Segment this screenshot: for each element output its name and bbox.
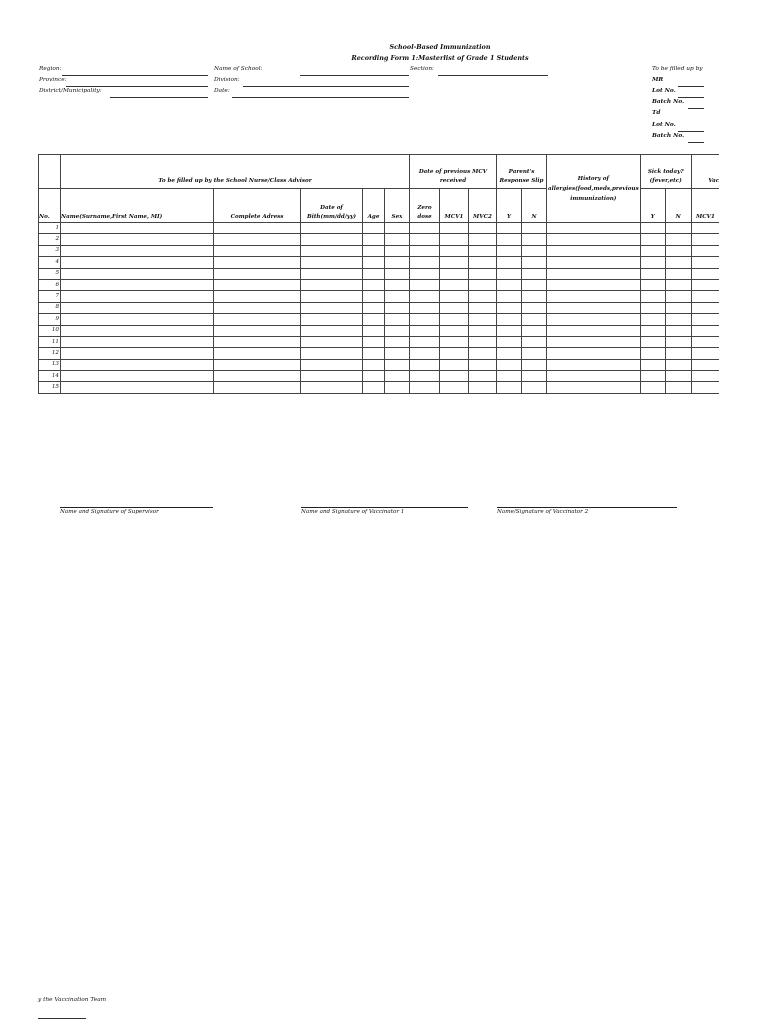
row-number: 10	[39, 325, 61, 336]
table-row	[39, 325, 720, 336]
table-row	[39, 291, 720, 302]
table-cell[interactable]	[385, 336, 410, 347]
table-cell[interactable]	[665, 325, 691, 336]
td-lot-label: Lot No.	[652, 122, 676, 128]
school-field[interactable]	[300, 75, 409, 76]
table-cell[interactable]	[469, 291, 497, 302]
table-cell[interactable]	[214, 348, 301, 359]
table-cell[interactable]	[440, 268, 469, 279]
table-cell[interactable]	[469, 302, 497, 313]
table-row	[39, 359, 720, 370]
table-cell[interactable]	[522, 325, 547, 336]
col-sick-y-header: Y	[640, 189, 665, 223]
table-cell[interactable]	[665, 382, 691, 393]
table-cell[interactable]	[640, 314, 665, 325]
table-cell[interactable]	[61, 223, 214, 234]
table-cell[interactable]	[410, 359, 440, 370]
table-cell[interactable]	[363, 302, 385, 313]
table-cell[interactable]	[469, 223, 497, 234]
form-title-line1: School-Based Immunization	[389, 43, 491, 51]
mr-lot-label: Lot No.	[652, 88, 676, 94]
table-cell[interactable]	[301, 234, 363, 245]
row-number: 4	[39, 257, 61, 268]
table-cell[interactable]	[640, 359, 665, 370]
table-cell[interactable]	[522, 245, 547, 256]
table-cell[interactable]	[440, 234, 469, 245]
table-cell[interactable]	[469, 348, 497, 359]
table-cell[interactable]	[440, 279, 469, 290]
supervisor-signature-line[interactable]	[60, 507, 213, 508]
table-cell[interactable]	[363, 359, 385, 370]
table-cell[interactable]	[214, 279, 301, 290]
table-cell[interactable]	[497, 314, 522, 325]
table-cell[interactable]	[547, 257, 641, 268]
table-cell[interactable]	[214, 234, 301, 245]
table-cell[interactable]	[665, 359, 691, 370]
table-cell[interactable]	[691, 291, 719, 302]
table-cell[interactable]	[691, 245, 719, 256]
table-cell[interactable]	[301, 371, 363, 382]
table-cell[interactable]	[665, 234, 691, 245]
table-row	[39, 348, 720, 359]
division-label: Division:	[214, 77, 240, 83]
table-cell[interactable]	[61, 314, 214, 325]
table-cell[interactable]	[469, 359, 497, 370]
table-cell[interactable]	[691, 382, 719, 393]
section-label: Section:	[410, 66, 435, 72]
table-row	[39, 279, 720, 290]
table-cell[interactable]	[385, 382, 410, 393]
table-cell[interactable]	[522, 359, 547, 370]
col-mcv2-header: MVC2	[469, 189, 497, 223]
masterlist-table	[38, 154, 719, 394]
table-cell[interactable]	[547, 268, 641, 279]
table-cell[interactable]	[665, 336, 691, 347]
col-no-header: No.	[39, 189, 61, 223]
table-cell[interactable]	[691, 268, 719, 279]
footer-line	[38, 1018, 86, 1019]
table-row	[39, 371, 720, 382]
table-cell[interactable]	[301, 302, 363, 313]
col-parent-n-header: N	[522, 189, 547, 223]
province-label: Province:	[39, 77, 67, 83]
col-zero-header: Zero dose	[410, 189, 440, 223]
table-cell[interactable]	[363, 245, 385, 256]
table-cell[interactable]	[691, 234, 719, 245]
table-cell[interactable]	[547, 325, 641, 336]
table-cell[interactable]	[522, 268, 547, 279]
region-field[interactable]	[62, 75, 208, 76]
table-cell[interactable]	[214, 325, 301, 336]
table-cell[interactable]	[665, 371, 691, 382]
table-cell[interactable]	[469, 257, 497, 268]
region-label: Region:	[39, 66, 62, 72]
table-cell[interactable]	[440, 314, 469, 325]
table-cell[interactable]	[497, 268, 522, 279]
table-cell[interactable]	[522, 279, 547, 290]
table-cell[interactable]	[214, 371, 301, 382]
table-cell[interactable]	[640, 291, 665, 302]
table-cell[interactable]	[363, 348, 385, 359]
table-cell[interactable]	[410, 325, 440, 336]
table-cell[interactable]	[640, 371, 665, 382]
table-cell[interactable]	[497, 234, 522, 245]
table-cell[interactable]	[522, 302, 547, 313]
table-cell[interactable]	[61, 268, 214, 279]
table-cell[interactable]	[665, 348, 691, 359]
table-cell[interactable]	[214, 314, 301, 325]
col-vacc-mcv1-header: MCV1	[691, 189, 719, 223]
table-cell[interactable]	[410, 348, 440, 359]
table-cell[interactable]	[547, 348, 641, 359]
table-cell[interactable]	[522, 314, 547, 325]
table-cell[interactable]	[385, 268, 410, 279]
division-field[interactable]	[243, 86, 409, 87]
table-cell[interactable]	[691, 325, 719, 336]
table-cell[interactable]	[547, 359, 641, 370]
table-cell[interactable]	[469, 279, 497, 290]
table-cell[interactable]	[440, 325, 469, 336]
table-cell[interactable]	[385, 359, 410, 370]
table-cell[interactable]	[363, 257, 385, 268]
table-cell[interactable]	[469, 245, 497, 256]
table-cell[interactable]	[640, 268, 665, 279]
table-cell[interactable]	[214, 291, 301, 302]
table-cell[interactable]	[665, 257, 691, 268]
table-cell[interactable]	[363, 336, 385, 347]
row-number: 6	[39, 279, 61, 290]
mr-label: MR	[652, 77, 664, 83]
table-cell[interactable]	[385, 223, 410, 234]
table-cell[interactable]	[385, 371, 410, 382]
table-cell[interactable]	[469, 268, 497, 279]
mr-field[interactable]	[678, 86, 704, 87]
col-age-header: Age	[363, 189, 385, 223]
table-cell[interactable]	[547, 336, 641, 347]
table-cell[interactable]	[640, 245, 665, 256]
table-cell[interactable]	[497, 257, 522, 268]
table-cell[interactable]	[691, 371, 719, 382]
table-cell[interactable]	[214, 382, 301, 393]
table-row	[39, 234, 720, 245]
table-cell[interactable]	[497, 291, 522, 302]
table-cell[interactable]	[469, 325, 497, 336]
td-batch-field[interactable]	[688, 142, 704, 143]
table-cell[interactable]	[547, 382, 641, 393]
table-row	[39, 382, 720, 393]
table-cell[interactable]	[214, 268, 301, 279]
table-cell[interactable]	[497, 279, 522, 290]
table-cell[interactable]	[214, 336, 301, 347]
table-cell[interactable]	[547, 223, 641, 234]
table-cell[interactable]	[469, 371, 497, 382]
table-cell[interactable]	[301, 291, 363, 302]
table-cell[interactable]	[61, 325, 214, 336]
table-cell[interactable]	[61, 257, 214, 268]
table-cell[interactable]	[522, 257, 547, 268]
table-row	[39, 314, 720, 325]
table-cell[interactable]	[547, 371, 641, 382]
table-cell[interactable]	[665, 302, 691, 313]
table-cell[interactable]	[522, 382, 547, 393]
table-cell[interactable]	[363, 382, 385, 393]
table-cell[interactable]	[410, 234, 440, 245]
table-cell[interactable]	[665, 279, 691, 290]
table-cell[interactable]	[640, 325, 665, 336]
td-lot-field[interactable]	[678, 131, 704, 132]
date-label: Date:	[214, 88, 230, 94]
table-cell[interactable]	[363, 314, 385, 325]
col-sick-n-header: N	[665, 189, 691, 223]
table-cell[interactable]	[385, 325, 410, 336]
td-batch-label: Batch No.	[652, 133, 685, 139]
table-cell[interactable]	[640, 234, 665, 245]
table-cell[interactable]	[61, 382, 214, 393]
section-field[interactable]	[438, 75, 548, 76]
table-cell[interactable]	[547, 314, 641, 325]
table-cell[interactable]	[497, 348, 522, 359]
table-row	[39, 245, 720, 256]
table-cell[interactable]	[363, 325, 385, 336]
table-cell[interactable]	[214, 245, 301, 256]
table-cell[interactable]	[440, 257, 469, 268]
table-cell[interactable]	[301, 245, 363, 256]
row-number: 1	[39, 223, 61, 234]
table-cell[interactable]	[61, 245, 214, 256]
table-cell[interactable]	[691, 223, 719, 234]
table-cell[interactable]	[469, 314, 497, 325]
vaccinator1-signature-line[interactable]	[301, 507, 468, 508]
vaccinator2-signature-label: Name/Signature of Vaccinator 2	[497, 509, 589, 515]
row-number: 13	[39, 359, 61, 370]
table-cell[interactable]	[385, 314, 410, 325]
table-cell[interactable]	[691, 302, 719, 313]
table-cell[interactable]	[410, 257, 440, 268]
table-cell[interactable]	[547, 245, 641, 256]
table-cell[interactable]	[691, 359, 719, 370]
table-cell[interactable]	[363, 234, 385, 245]
table-cell[interactable]	[214, 223, 301, 234]
table-cell[interactable]	[61, 234, 214, 245]
row-number: 5	[39, 268, 61, 279]
row-number: 2	[39, 234, 61, 245]
table-cell[interactable]	[61, 291, 214, 302]
table-cell[interactable]	[410, 336, 440, 347]
table-cell[interactable]	[363, 223, 385, 234]
table-cell[interactable]	[522, 348, 547, 359]
table-row	[39, 268, 720, 279]
col-parent-y-header: Y	[497, 189, 522, 223]
table-cell[interactable]	[301, 325, 363, 336]
table-cell[interactable]	[363, 268, 385, 279]
col-sex-header: Sex	[385, 189, 410, 223]
table-cell[interactable]	[301, 382, 363, 393]
table-cell[interactable]	[363, 371, 385, 382]
table-cell[interactable]	[497, 245, 522, 256]
table-cell[interactable]	[440, 371, 469, 382]
table-cell[interactable]	[61, 359, 214, 370]
table-cell[interactable]	[469, 382, 497, 393]
table-cell[interactable]	[665, 223, 691, 234]
table-cell[interactable]	[665, 291, 691, 302]
table-cell[interactable]	[410, 302, 440, 313]
table-cell[interactable]	[385, 348, 410, 359]
td-label: Td	[652, 110, 661, 116]
col-address-header: Complete Adress	[214, 189, 301, 223]
history-header: History of allergies(food,meds,previous immunization)	[547, 155, 641, 223]
row-number: 15	[39, 382, 61, 393]
table-cell[interactable]	[410, 223, 440, 234]
table-cell[interactable]	[61, 336, 214, 347]
table-cell[interactable]	[61, 348, 214, 359]
table-cell[interactable]	[410, 382, 440, 393]
vaccinator1-signature-label: Name and Signature of Vaccinator 1	[301, 509, 405, 515]
table-cell[interactable]	[691, 348, 719, 359]
team-box-heading: To be filled up by	[652, 66, 703, 72]
table-cell[interactable]	[547, 279, 641, 290]
table-cell[interactable]	[522, 291, 547, 302]
school-label: Name of School:	[214, 66, 263, 72]
row-number: 14	[39, 371, 61, 382]
no-header-spacer	[39, 155, 61, 189]
table-cell[interactable]	[214, 257, 301, 268]
table-cell[interactable]	[61, 302, 214, 313]
table-cell[interactable]	[691, 336, 719, 347]
table-cell[interactable]	[301, 268, 363, 279]
row-number: 12	[39, 348, 61, 359]
supervisor-signature-label: Name and Signature of Supervisor	[60, 509, 159, 515]
table-cell[interactable]	[640, 382, 665, 393]
table-row	[39, 336, 720, 347]
col-dob-header: Date of Bith(mm/dd/yy)	[301, 189, 363, 223]
vaccinator2-signature-line[interactable]	[497, 507, 677, 508]
district-label: District/Municipality:	[39, 88, 102, 94]
table-cell[interactable]	[385, 291, 410, 302]
table-cell[interactable]	[497, 336, 522, 347]
table-cell[interactable]	[440, 223, 469, 234]
table-cell[interactable]	[410, 371, 440, 382]
table-cell[interactable]	[691, 314, 719, 325]
table-cell[interactable]	[665, 245, 691, 256]
table-cell[interactable]	[640, 302, 665, 313]
table-cell[interactable]	[665, 314, 691, 325]
table-cell[interactable]	[665, 268, 691, 279]
table-cell[interactable]	[522, 371, 547, 382]
table-cell[interactable]	[497, 223, 522, 234]
row-number: 8	[39, 302, 61, 313]
table-cell[interactable]	[440, 336, 469, 347]
table-cell[interactable]	[301, 336, 363, 347]
table-cell[interactable]	[522, 234, 547, 245]
table-cell[interactable]	[497, 382, 522, 393]
table-cell[interactable]	[640, 348, 665, 359]
table-cell[interactable]	[385, 279, 410, 290]
table-cell[interactable]	[385, 257, 410, 268]
row-number: 11	[39, 336, 61, 347]
table-cell[interactable]	[214, 359, 301, 370]
table-cell[interactable]	[497, 359, 522, 370]
row-number: 7	[39, 291, 61, 302]
table-cell[interactable]	[301, 279, 363, 290]
province-field[interactable]	[66, 86, 208, 87]
table-row	[39, 257, 720, 268]
district-field[interactable]	[110, 97, 208, 98]
col-mcv1-header: MCV1	[440, 189, 469, 223]
mcv-group-header: Date of previous MCV received	[410, 155, 497, 189]
table-cell[interactable]	[522, 336, 547, 347]
table-cell[interactable]	[547, 234, 641, 245]
table-cell[interactable]	[301, 314, 363, 325]
mr-lot-field[interactable]	[678, 97, 704, 98]
table-cell[interactable]	[410, 291, 440, 302]
table-cell[interactable]	[61, 371, 214, 382]
table-cell[interactable]	[440, 359, 469, 370]
table-cell[interactable]	[440, 245, 469, 256]
table-cell[interactable]	[385, 245, 410, 256]
table-cell[interactable]	[469, 336, 497, 347]
table-cell[interactable]	[301, 348, 363, 359]
row-number: 9	[39, 314, 61, 325]
table-cell[interactable]	[440, 348, 469, 359]
table-cell[interactable]	[385, 302, 410, 313]
table-cell[interactable]	[363, 279, 385, 290]
table-cell[interactable]	[410, 279, 440, 290]
table-cell[interactable]	[440, 382, 469, 393]
table-cell[interactable]	[410, 245, 440, 256]
table-cell[interactable]	[301, 223, 363, 234]
mr-batch-label: Batch No.	[652, 99, 685, 105]
table-cell[interactable]	[301, 257, 363, 268]
table-cell[interactable]	[547, 291, 641, 302]
table-cell[interactable]	[440, 302, 469, 313]
table-cell[interactable]	[363, 291, 385, 302]
table-cell[interactable]	[410, 268, 440, 279]
table-cell[interactable]	[469, 234, 497, 245]
table-cell[interactable]	[547, 302, 641, 313]
table-cell[interactable]	[691, 279, 719, 290]
table-row	[39, 302, 720, 313]
table-cell[interactable]	[640, 279, 665, 290]
table-cell[interactable]	[640, 257, 665, 268]
table-cell[interactable]	[640, 223, 665, 234]
mr-batch-field[interactable]	[688, 108, 704, 109]
row-number: 3	[39, 245, 61, 256]
table-cell[interactable]	[497, 302, 522, 313]
table-cell[interactable]	[691, 257, 719, 268]
vacc-group-header: Vac	[691, 155, 719, 189]
table-cell[interactable]	[522, 223, 547, 234]
table-cell[interactable]	[385, 234, 410, 245]
form-title-line2: Recording Form 1:Masterlist of Grade 1 Students	[351, 54, 529, 62]
table-cell[interactable]	[61, 279, 214, 290]
date-field[interactable]	[232, 97, 409, 98]
table-cell[interactable]	[214, 302, 301, 313]
table-cell[interactable]	[640, 336, 665, 347]
table-cell[interactable]	[410, 314, 440, 325]
sick-group-header: Sick today? (fever,etc)	[640, 155, 691, 189]
parent-group-header: Parent's Response Slip	[497, 155, 547, 189]
col-name-header: Name(Surname,First Name, MI)	[61, 189, 214, 223]
table-cell[interactable]	[301, 359, 363, 370]
vaccination-team-footer: y the Vaccination Team	[38, 997, 107, 1003]
nurse-group-header: To be filled up by the School Nurse/Class Advisor	[61, 155, 410, 189]
table-cell[interactable]	[497, 325, 522, 336]
table-cell[interactable]	[440, 291, 469, 302]
table-row	[39, 223, 720, 234]
table-cell[interactable]	[497, 371, 522, 382]
